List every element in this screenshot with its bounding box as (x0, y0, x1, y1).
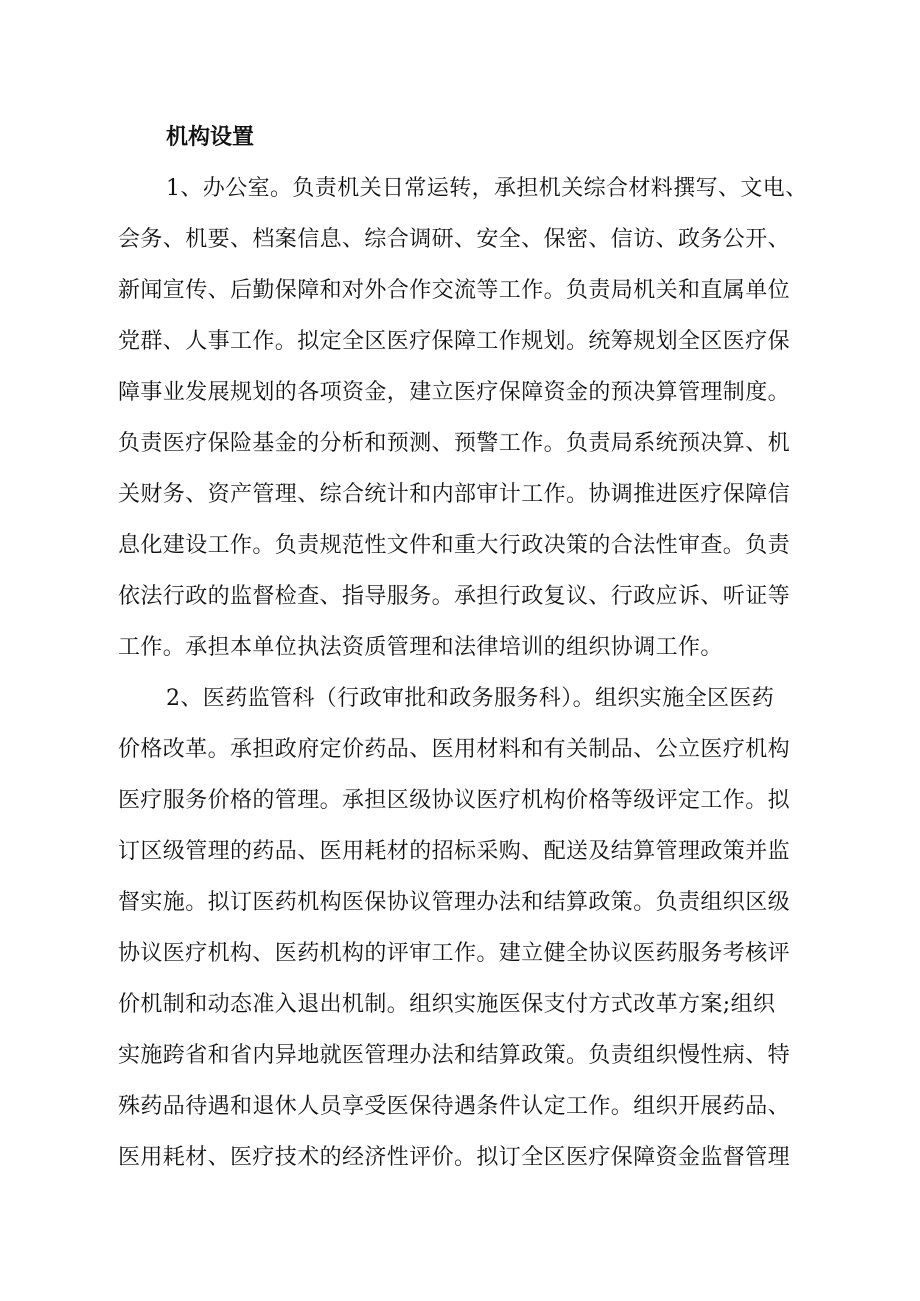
paragraph-1-line-3: 新闻宣传、后勤保障和对外合作交流等工作。负责局机关和直属单位 (118, 278, 791, 303)
paragraph-1-line-6: 负责医疗保险基金的分析和预测、预警工作。负责局系统预决算、机 (118, 431, 791, 456)
paragraph-1-line-4: 党群、人事工作。拟定全区医疗保障工作规划。统筹规划全区医疗保 (118, 329, 791, 354)
paragraph-2-line-3: 医疗服务价格的管理。承担区级协议医疗机构价格等级评定工作。拟 (118, 788, 791, 813)
paragraph-1-line-2: 会务、机要、档案信息、综合调研、安全、保密、信访、政务公开、 (118, 227, 791, 252)
paragraph-2-line-7: 价机制和动态准入退出机制。组织实施医保支付方式改革方案;组织 (118, 992, 776, 1017)
paragraph-2-line-4: 订区级管理的药品、医用耗材的招标采购、配送及结算管理政策并监 (118, 839, 791, 864)
paragraph-1-line-1: 1、办公室。负责机关日常运转，承担机关综合材料撰写、文电、 (166, 176, 808, 201)
paragraph-2-line-8: 实施跨省和省内异地就医管理办法和结算政策。负责组织慢性病、特 (118, 1043, 791, 1068)
paragraph-1-line-9: 依法行政的监督检查、指导服务。承担行政复议、行政应诉、听证等 (118, 584, 791, 609)
paragraph-2-line-5: 督实施。拟订医药机构医保协议管理办法和结算政策。负责组织区级 (118, 890, 791, 915)
paragraph-2-line-2: 价格改革。承担政府定价药品、医用材料和有关制品、公立医疗机构 (118, 737, 791, 762)
paragraph-1-line-7: 关财务、资产管理、综合统计和内部审计工作。协调推进医疗保障信 (118, 482, 791, 507)
paragraph-2-line-1: 2、医药监管科（行政审批和政务服务科）。组织实施全区医药 (166, 686, 775, 711)
paragraph-2-line-9: 殊药品待遇和退休人员享受医保待遇条件认定工作。组织开展药品、 (118, 1094, 791, 1119)
section-heading: 机构设置 (166, 124, 255, 150)
paragraph-2-line-10: 医用耗材、医疗技术的经济性评价。拟订全区医疗保障资金监督管理 (118, 1145, 791, 1170)
paragraph-1-line-5: 障事业发展规划的各项资金，建立医疗保障资金的预决算管理制度。 (118, 380, 791, 405)
paragraph-1-line-10: 工作。承担本单位执法资质管理和法律培训的组织协调工作。 (118, 635, 723, 660)
paragraph-2-line-6: 协议医疗机构、医药机构的评审工作。建立健全协议医药服务考核评 (118, 941, 791, 966)
paragraph-1-line-8: 息化建设工作。负责规范性文件和重大行政决策的合法性审查。负责 (118, 533, 791, 558)
